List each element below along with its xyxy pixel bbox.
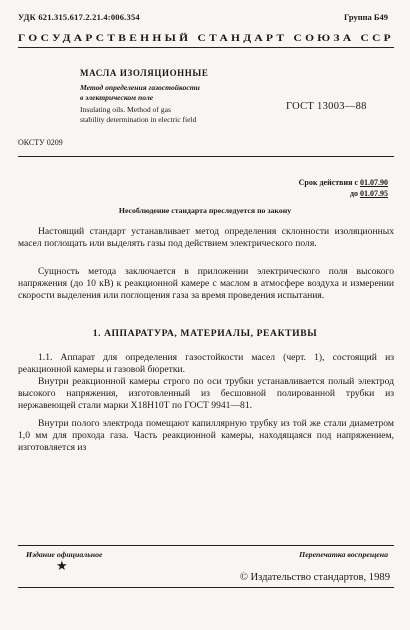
gost-number: ГОСТ 13003—88	[286, 101, 367, 112]
validity-from-date: 01.07.90	[360, 178, 388, 187]
group-code: Группа Б49	[343, 12, 388, 22]
star-icon: ★	[56, 558, 68, 573]
state-standard-banner-text: ГОСУДАРСТВЕННЫЙ СТАНДАРТ СОЮЗА ССР	[18, 33, 394, 43]
paragraph-1-1: 1.1. Аппарат для определения газостойкости масел (черт. 1), состоящий из реакционной камеры и газовой бюретки.	[18, 352, 394, 375]
title-block-rule	[18, 156, 394, 157]
document-title: МАСЛА ИЗОЛЯЦИОННЫЕ	[80, 68, 209, 78]
english-title	[80, 105, 196, 124]
validity-label: Срок действия	[298, 178, 353, 187]
okstu-code: ОКСТУ 0209	[18, 138, 63, 147]
paragraph-method-essence: Сущность метода заключается в приложении электрического поля высокого напряжения (до 10 кВ) к реакционной камере с маслом в атмосфере воздуха и измерении скорости выделения или поглощения газа за время проведения испытания.	[18, 266, 394, 301]
english-title-line-1: Insulating oils. Method of gas	[80, 105, 171, 114]
validity-term	[299, 177, 388, 199]
validity-to-date: 01.07.95	[360, 189, 388, 198]
validity-from-line	[299, 177, 388, 188]
publisher-copyright: © Издательство стандартов, 1989	[239, 572, 390, 583]
reprint-prohibited-label: Перепечатка воспрещена	[299, 550, 388, 559]
paragraph-capillary: Внутри полого электрода помещают капиллярную трубку из той же стали диаметром 1,0 мм для прохода газа. Часть реакционной камеры, находящаяся под напряжением, изготовляется из	[18, 418, 394, 453]
validity-to-line	[299, 188, 388, 199]
state-standard-banner	[18, 32, 394, 43]
validity-from-prefix: с	[354, 178, 358, 187]
subtitle-line-1: Метод определения газостойкости	[80, 83, 200, 92]
header-rule	[18, 47, 394, 48]
subtitle-line-2: в электрическом поле	[80, 92, 154, 102]
paragraph-electrode: Внутри реакционной камеры строго по оси трубки устанавливается полый электрод высокого напряжения, изготовленный из бесшовной полированной трубки из нержавеющей стали марки Х18Н10Т по ГОСТ 9941—81.	[18, 376, 394, 411]
paragraph-scope: Настоящий стандарт устанавливает метод определения склонности изоляционных масел поглощать или выделять газы под действием электрического поля.	[18, 226, 394, 249]
copyright-rule	[18, 587, 394, 588]
footer-rule	[18, 545, 394, 546]
document-subtitle	[80, 83, 200, 102]
validity-to-prefix: до	[349, 189, 358, 198]
official-edition-label: Издание официальное	[26, 550, 103, 559]
udk-code: УДК 621.315.617.2.21.4:006.354	[18, 12, 140, 22]
section-heading: 1. АППАРАТУРА, МАТЕРИАЛЫ, РЕАКТИВЫ	[92, 328, 318, 339]
law-notice: Несоблюдение стандарта преследуется по закону	[118, 206, 292, 215]
english-title-line-2: stability determination in electric field	[80, 114, 197, 124]
